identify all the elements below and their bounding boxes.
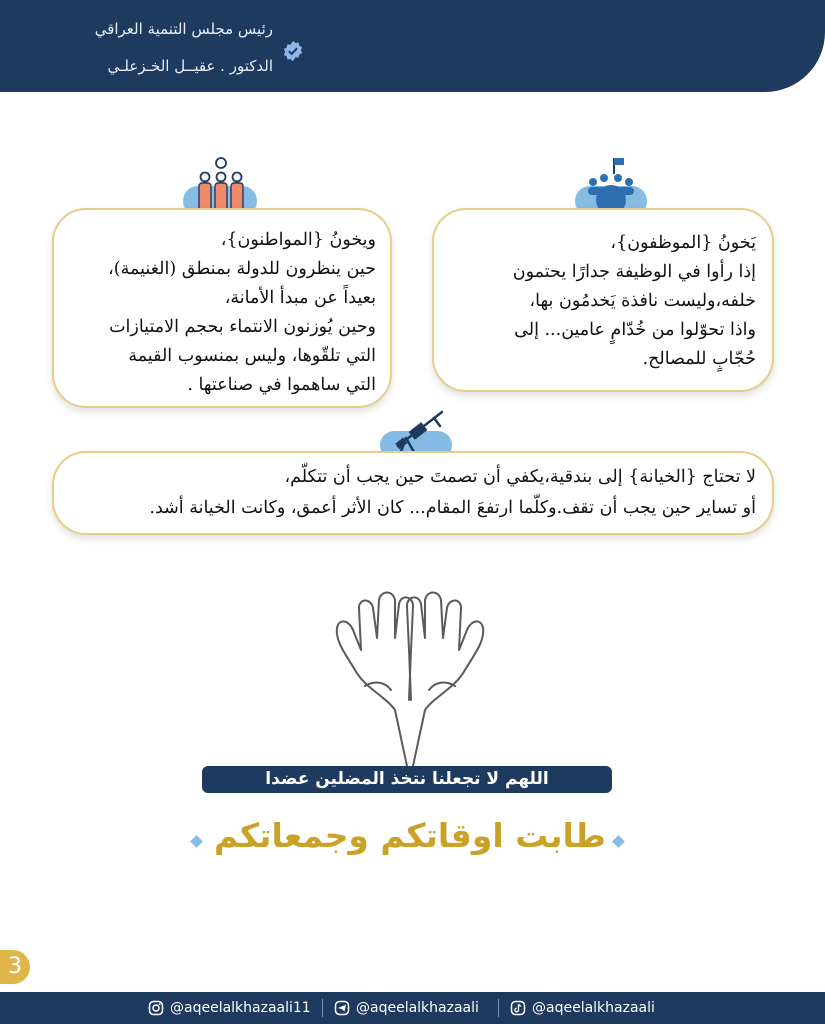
author-title: رئيس مجلس التنمية العراقي	[94, 20, 273, 38]
prayer-banner: اللهم لا تجعلنا نتخذ المضلين عضدا	[202, 766, 612, 793]
verified-badge-icon	[282, 40, 304, 62]
betrayal-line-2: أو تساير حين يجب أن تقف.وكلّما ارتفعَ المقام... كان الأثر أعمق، وكانت الخيانة أشد.	[149, 498, 756, 518]
citizens-line-6: التي ساهموا في صناعتها .	[187, 375, 376, 395]
diamond-bullet-left-icon	[190, 835, 203, 848]
betrayal-line-1: لا تحتاج {الخيانة} إلى بندقية،يكفي أن تصمتَ حين يجب أن تتكلّم،	[284, 467, 756, 487]
employees-line-4: واذا تحوّلوا من خُدّامٍ عامين... إلى	[514, 320, 756, 340]
praying-hands-icon	[325, 590, 495, 768]
betrayal-card	[52, 451, 774, 535]
employees-line-5: حُجّابٍ للمصالح.	[642, 349, 756, 369]
footer-divider	[322, 999, 323, 1017]
citizens-line-5: التي تلقّوها، وليس بمنسوب القيمة	[128, 346, 376, 366]
author-name: الدكتور . عقيــل الخـزعلـي	[107, 57, 273, 75]
telegram-handle: @aqeelalkhazaali	[356, 1000, 479, 1016]
instagram-handle: @aqeelalkhazaali11	[170, 1000, 311, 1016]
employees-line-2: إذا رأوا في الوظيفة جدارًا يحتمون	[512, 262, 756, 282]
greeting-text: طابت اوقاتكم وجمعاتكم	[214, 816, 606, 855]
tiktok-handle: @aqeelalkhazaali	[532, 1000, 655, 1016]
citizens-line-1: ويخونُ {المواطنون}،	[220, 230, 376, 250]
citizens-card	[52, 208, 392, 408]
telegram-icon	[334, 1000, 350, 1016]
employees-line-1: يَخونُ {الموظفون}،	[610, 233, 756, 253]
instagram-link[interactable]	[148, 992, 311, 1024]
header-bar	[0, 0, 825, 92]
employees-line-3: خلفه،وليست نافذة يَخدمُون بها،	[529, 291, 756, 311]
citizens-line-2: حين ينظرون للدولة بمنطق (الغنيمة)،	[108, 259, 376, 279]
citizens-line-3: بعيداً عن مبدأ الأمانة،	[224, 288, 376, 308]
employees-card	[432, 208, 774, 392]
citizens-line-4: وحين يُوزنون الانتماء بحجم الامتيازات	[109, 317, 376, 337]
page-number: 3	[0, 950, 30, 984]
footer-bar	[0, 992, 825, 1024]
instagram-icon	[148, 1000, 164, 1016]
machine-gun-icon	[390, 404, 446, 456]
tiktok-link[interactable]	[510, 992, 655, 1024]
tiktok-icon	[510, 1000, 526, 1016]
footer-divider	[498, 999, 499, 1017]
telegram-link[interactable]	[334, 992, 479, 1024]
diamond-bullet-right-icon	[612, 835, 625, 848]
